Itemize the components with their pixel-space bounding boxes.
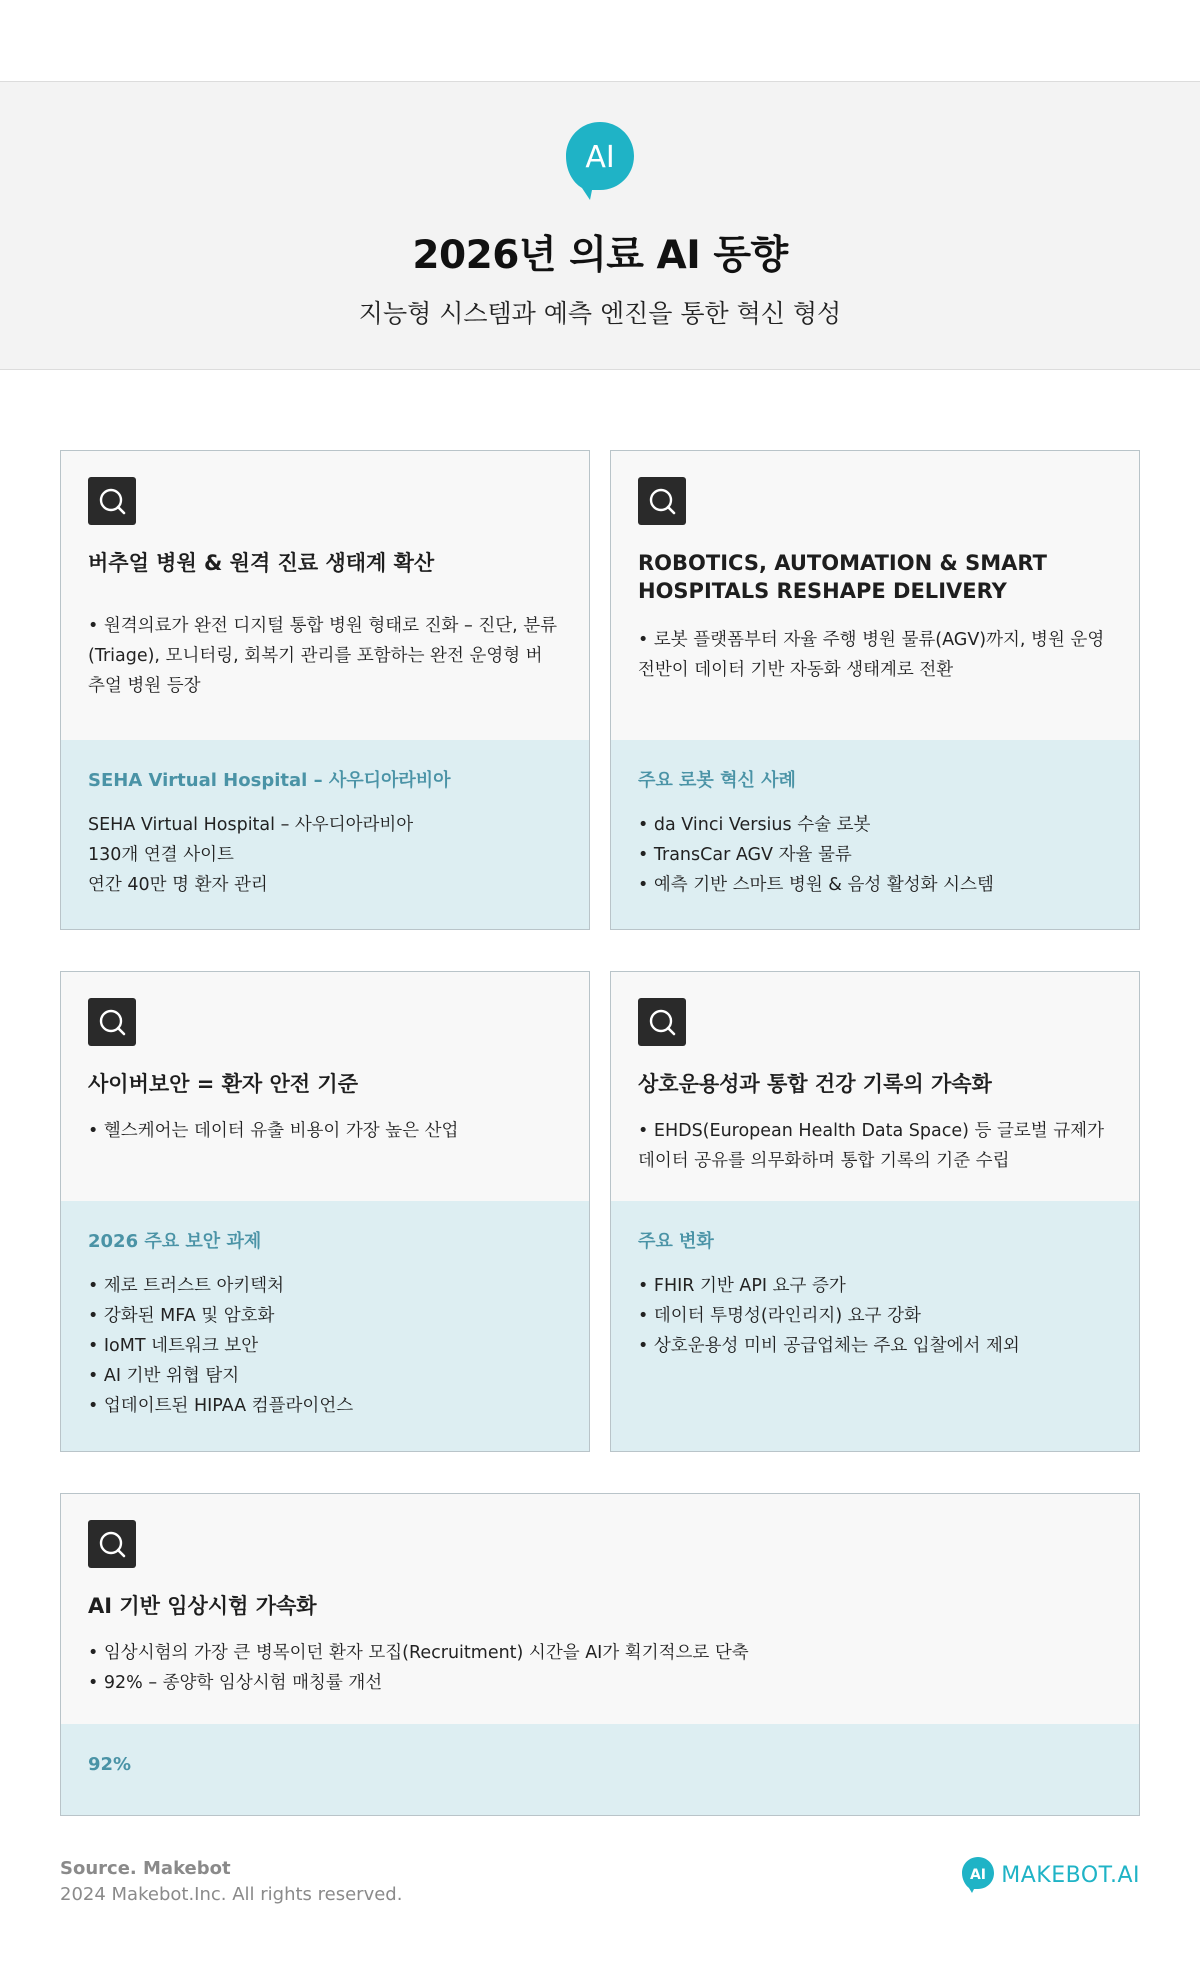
footer-source: Source. Makebot <box>60 1858 231 1879</box>
brand-name: MAKEBOT.AI <box>1001 1862 1140 1888</box>
makebot-logo-icon <box>961 1856 995 1894</box>
list-item: 130개 연결 사이트 <box>88 845 234 865</box>
desc-line: 추얼 병원 등장 <box>88 676 201 696</box>
card-cybersecurity <box>60 971 590 1452</box>
panel-title: 2026 주요 보안 과제 <box>88 1231 262 1252</box>
panel-list <box>88 1271 562 1421</box>
desc-line: • 헬스케어는 데이터 유출 비용이 가장 높은 산업 <box>88 1121 459 1141</box>
card-highlight-panel <box>61 740 589 929</box>
list-item: • da Vinci Versius 수술 로봇 <box>638 815 871 835</box>
brand-mark: AI <box>970 1867 987 1883</box>
search-icon <box>88 477 136 525</box>
list-item: • IoMT 네트워크 보안 <box>88 1336 259 1356</box>
panel-title: 주요 변화 <box>638 1231 714 1252</box>
panel-title: 주요 로봇 혁신 사례 <box>638 770 796 791</box>
header <box>0 81 1200 370</box>
card-title: ROBOTICS, AUTOMATION & SMART HOSPITALS RESHAPE DELIVERY <box>638 551 1047 603</box>
search-icon <box>88 998 136 1046</box>
list-item: 연간 40만 명 환자 관리 <box>88 875 268 895</box>
page-subtitle: 지능형 시스템과 예측 엔진을 통한 혁신 형성 <box>358 299 842 328</box>
card-title: AI 기반 임상시험 가속화 <box>88 1594 317 1618</box>
desc-line: • 로봇 플랫폼부터 자율 주행 병원 물류(AGV)까지, 병원 운영 <box>638 630 1105 650</box>
list-item: • AI 기반 위협 탐지 <box>88 1366 240 1386</box>
panel-list <box>638 810 1112 900</box>
search-icon <box>638 998 686 1046</box>
brand-logo <box>961 1856 1140 1894</box>
list-item: • 제로 트러스트 아키텍처 <box>88 1276 285 1296</box>
list-item: • 데이터 투명성(라인리지) 요구 강화 <box>638 1306 921 1326</box>
desc-line: (Triage), 모니터링, 회복기 관리를 포함하는 완전 운영형 버 <box>88 646 543 666</box>
card-interoperability <box>610 971 1140 1452</box>
card-virtual-hospital <box>60 450 590 930</box>
panel-title: 92% <box>88 1754 132 1775</box>
card-highlight-panel <box>611 1201 1139 1451</box>
card-highlight-panel <box>61 1724 1139 1815</box>
desc-line: • EHDS(European Health Data Space) 등 글로벌 규제가 <box>638 1121 1104 1141</box>
search-icon <box>638 477 686 525</box>
footer-copyright: 2024 Makebot.Inc. All rights reserved. <box>60 1884 403 1905</box>
list-item: • 예측 기반 스마트 병원 & 음성 활성화 시스템 <box>638 875 994 895</box>
desc-line: • 임상시험의 가장 큰 병목이던 환자 모집(Recruitment) 시간을 AI가 획기적으로 단축 <box>88 1643 749 1663</box>
card-title: 상호운용성과 통합 건강 기록의 가속화 <box>638 1072 992 1096</box>
panel-list <box>88 810 562 900</box>
panel-title: SEHA Virtual Hospital – 사우디아라비아 <box>88 770 451 791</box>
list-item: • 상호운용성 미비 공급업체는 주요 입찰에서 제외 <box>638 1336 1020 1356</box>
list-item: • TransCar AGV 자율 물류 <box>638 845 852 865</box>
card-description <box>88 1638 1112 1698</box>
card-description <box>88 1116 562 1146</box>
card-highlight-panel <box>611 740 1139 929</box>
desc-line: • 원격의료가 완전 디지털 통합 병원 형태로 진화 – 진단, 분류 <box>88 616 558 636</box>
card-description <box>638 1116 1112 1176</box>
card-description <box>88 611 562 701</box>
card-clinical-trials <box>60 1493 1140 1816</box>
list-item: • FHIR 기반 API 요구 증가 <box>638 1276 846 1296</box>
card-highlight-panel <box>61 1201 589 1451</box>
panel-list <box>638 1271 1112 1361</box>
card-description <box>638 625 1112 685</box>
desc-line: 전반이 데이터 기반 자동화 생태계로 전환 <box>638 660 954 680</box>
page-title: 2026년 의료 AI 동향 <box>412 233 788 278</box>
list-item: SEHA Virtual Hospital – 사우디아라비아 <box>88 815 414 835</box>
list-item: • 업데이트된 HIPAA 컴플라이언스 <box>88 1396 354 1416</box>
ai-logo-icon <box>564 120 636 202</box>
desc-line: • 92% – 종양학 임상시험 매칭률 개선 <box>88 1673 383 1693</box>
desc-line: 데이터 공유를 의무화하며 통합 기록의 기준 수립 <box>638 1151 1010 1171</box>
card-title: 버추얼 병원 & 원격 진료 생태계 확산 <box>88 551 435 575</box>
card-title: 사이버보안 = 환자 안전 기준 <box>88 1072 358 1096</box>
logo-text: AI <box>585 140 615 175</box>
list-item: • 강화된 MFA 및 암호화 <box>88 1306 275 1326</box>
card-robotics <box>610 450 1140 930</box>
search-icon <box>88 1520 136 1568</box>
